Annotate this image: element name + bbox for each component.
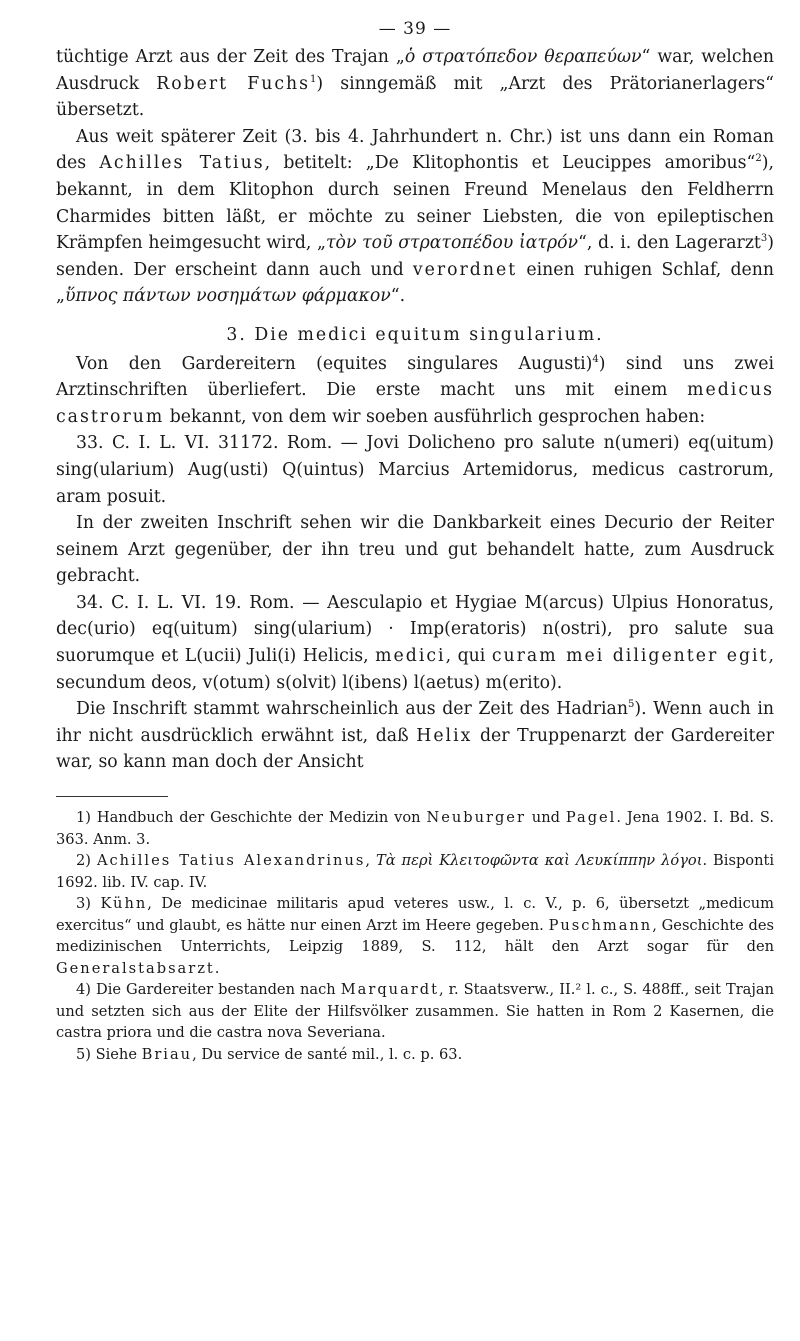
text-run: , De medicinae militaris apud veteres usw., l. c. V., p. 6, übersetzt „medicum exercitus“ und glaubt, es hätte nur einen Arzt im Heere gegeben. bbox=[56, 895, 774, 934]
text-run: 2) bbox=[76, 852, 97, 870]
emphasis: medici bbox=[375, 646, 446, 667]
paragraph bbox=[56, 351, 774, 431]
author-name: Briau bbox=[141, 1045, 193, 1063]
text-run: . Jena 1902. I. Bd. S. 363. Anm. 3. bbox=[56, 809, 775, 848]
emphasis: medicus castrorum bbox=[56, 380, 774, 427]
text-run: ) senden. Der erscheint dann auch und bbox=[56, 233, 774, 280]
footnote-ref: 3 bbox=[760, 233, 768, 245]
text-run: der Truppenarzt der Gardereiter war, so kann man doch der Ansicht bbox=[56, 725, 774, 773]
text-run: , secundum deos, v(otum) s(olvit) l(ibens) l(aetus) m(erito). bbox=[56, 646, 775, 693]
emphasis: Generalstabsarzt bbox=[56, 959, 215, 977]
text-run: 5) Siehe bbox=[76, 1045, 142, 1063]
text-run: 1) Handbuch der Geschichte der Medizin von bbox=[76, 809, 427, 827]
text-run: ), bekannt, in dem Klitophon durch seinen Freund Menelaus den Feldherrn Charmides bitten läßt, er möchte zu seiner Liebsten, die von epileptischen Krämpfen heimgesucht wird, „ bbox=[56, 153, 774, 254]
paragraph bbox=[56, 44, 774, 124]
text-run: . Bisponti 1692. lib. IV. cap. IV. bbox=[56, 852, 774, 891]
footnote-ref: 1 bbox=[310, 73, 317, 85]
text-run: ) sind uns zwei Arztinschriften überliefert. Die erste macht uns mit einem bbox=[56, 353, 774, 401]
author-name: Achilles Tatius bbox=[99, 153, 265, 174]
text-run: und bbox=[525, 809, 566, 827]
emphasis: verordnet bbox=[412, 259, 518, 280]
main-text bbox=[56, 44, 774, 776]
author-name: Robert Fuchs bbox=[156, 73, 311, 94]
author-name: Achilles Tatius Alexandrinus bbox=[96, 852, 366, 870]
section-heading: 3. Die medici equitum singularium. bbox=[226, 324, 604, 345]
paragraph bbox=[56, 124, 774, 310]
inscription-34 bbox=[56, 590, 774, 696]
text-run: tüchtige Arzt aus der Zeit des Trajan „ bbox=[56, 47, 405, 67]
text-run: , bbox=[365, 852, 376, 870]
footnote-ref: 5 bbox=[627, 699, 635, 711]
text-run: , betitelt: „De Klitophontis et Leucippes amoribus“ bbox=[264, 153, 756, 174]
page-content bbox=[56, 14, 774, 1065]
text-run: Von den Gardereitern (equites singulares Augusti) bbox=[76, 353, 593, 374]
footnote-ref: 2 bbox=[755, 153, 762, 165]
paragraph: In der zweiten Inschrift sehen wir die Dankbarkeit eines Decurio der Reiter seinem Arzt gegenüber, der ihn treu und gut behandelt hatte, zum Ausdruck gebracht. bbox=[56, 513, 774, 587]
footnote-2 bbox=[56, 850, 774, 893]
footnote-5 bbox=[56, 1044, 774, 1066]
text-run: , r. Staatsverw., II.² l. c., S. 488ff., seit Trajan und setzten sich aus der Elite der Hilfsvölker zusammen. Sie hatten in Rom 2 Kasernen, die castra priora und die castra nova Severiana. bbox=[56, 981, 775, 1042]
footnote-ref: 4 bbox=[592, 353, 599, 365]
author-name: Neuburger bbox=[426, 809, 526, 827]
text-run: . bbox=[214, 959, 220, 977]
greek-phrase: τὸν τοῦ στρατοπέδου ἰατρόν bbox=[326, 233, 579, 254]
text-run: , qui bbox=[445, 646, 492, 667]
text-run: Aus weit späterer Zeit (3. bis 4. Jahrhundert n. Chr.) ist uns dann ein Roman des bbox=[56, 126, 774, 174]
text-run: einen ruhigen Schlaf, denn „ bbox=[56, 259, 774, 307]
text-run: ). Wenn auch in ihr nicht ausdrücklich erwähnt ist, daß bbox=[56, 699, 774, 746]
author-name: Kühn bbox=[100, 895, 148, 913]
text-run: , Du service de santé mil., l. c. p. 63. bbox=[192, 1045, 463, 1063]
author-name: Marquardt bbox=[340, 981, 439, 999]
paragraph bbox=[56, 696, 774, 776]
text-run: , Geschichte des medizinischen Unterrichts, Leipzig 1889, S. 112, hält den Arzt sogar für den bbox=[56, 916, 775, 956]
text-run: 4) Die Gardereiter bestanden nach bbox=[76, 981, 341, 999]
footnote-1 bbox=[56, 807, 774, 850]
text-run: “ war, welchen Ausdruck bbox=[56, 47, 775, 94]
text-run: 34. C. I. L. VI. 19. Rom. — Aesculapio et Hygiae M(arcus) Ulpius Honoratus, dec(urio) eq(uitum) sing(ularium) · Imp(eratoris) n(ostri), pro salute sua suorumque et L(ucii) Juli(i) Helicis, bbox=[56, 592, 774, 667]
text-run: bekannt, von dem wir soeben ausführlich gesprochen haben: bbox=[164, 406, 706, 427]
emphasis: Helix bbox=[416, 725, 473, 746]
author-name: Puschmann bbox=[548, 916, 653, 934]
footnote-3 bbox=[56, 893, 774, 979]
greek-phrase: ὕπνος πάντων νοσημάτων φάρμακον bbox=[64, 286, 391, 307]
footnote-4 bbox=[56, 979, 774, 1044]
text-run: “. bbox=[390, 286, 406, 307]
text-run: “, d. i. den Lagerarzt bbox=[578, 233, 761, 254]
footnotes bbox=[56, 807, 774, 1065]
greek-phrase: ὁ στρατόπεδον θεραπεύων bbox=[404, 47, 642, 67]
footnote-divider bbox=[56, 796, 168, 797]
text-run: ) sinngemäß mit „Arzt des Prätorianerlagers“ übersetzt. bbox=[56, 73, 774, 121]
text-run: Die Inschrift stammt wahrscheinlich aus der Zeit des Hadrian bbox=[76, 699, 628, 720]
page-number: — 39 — bbox=[378, 19, 452, 39]
greek-phrase: Τὰ περὶ Κλειτοφῶντα καὶ Λευκίππην λόγοι bbox=[375, 852, 703, 870]
emphasis: curam mei diligenter egit bbox=[491, 646, 769, 667]
inscription-33: 33. C. I. L. VI. 31172. Rom. — Jovi Dolicheno pro salute n(umeri) eq(uitum) sing(ularium) Aug(usti) Q(uintus) Marcius Artemidorus, medicus castrorum, aram posuit. bbox=[56, 433, 774, 507]
text-run: 3) bbox=[76, 895, 101, 913]
author-name: Pagel bbox=[565, 809, 617, 827]
